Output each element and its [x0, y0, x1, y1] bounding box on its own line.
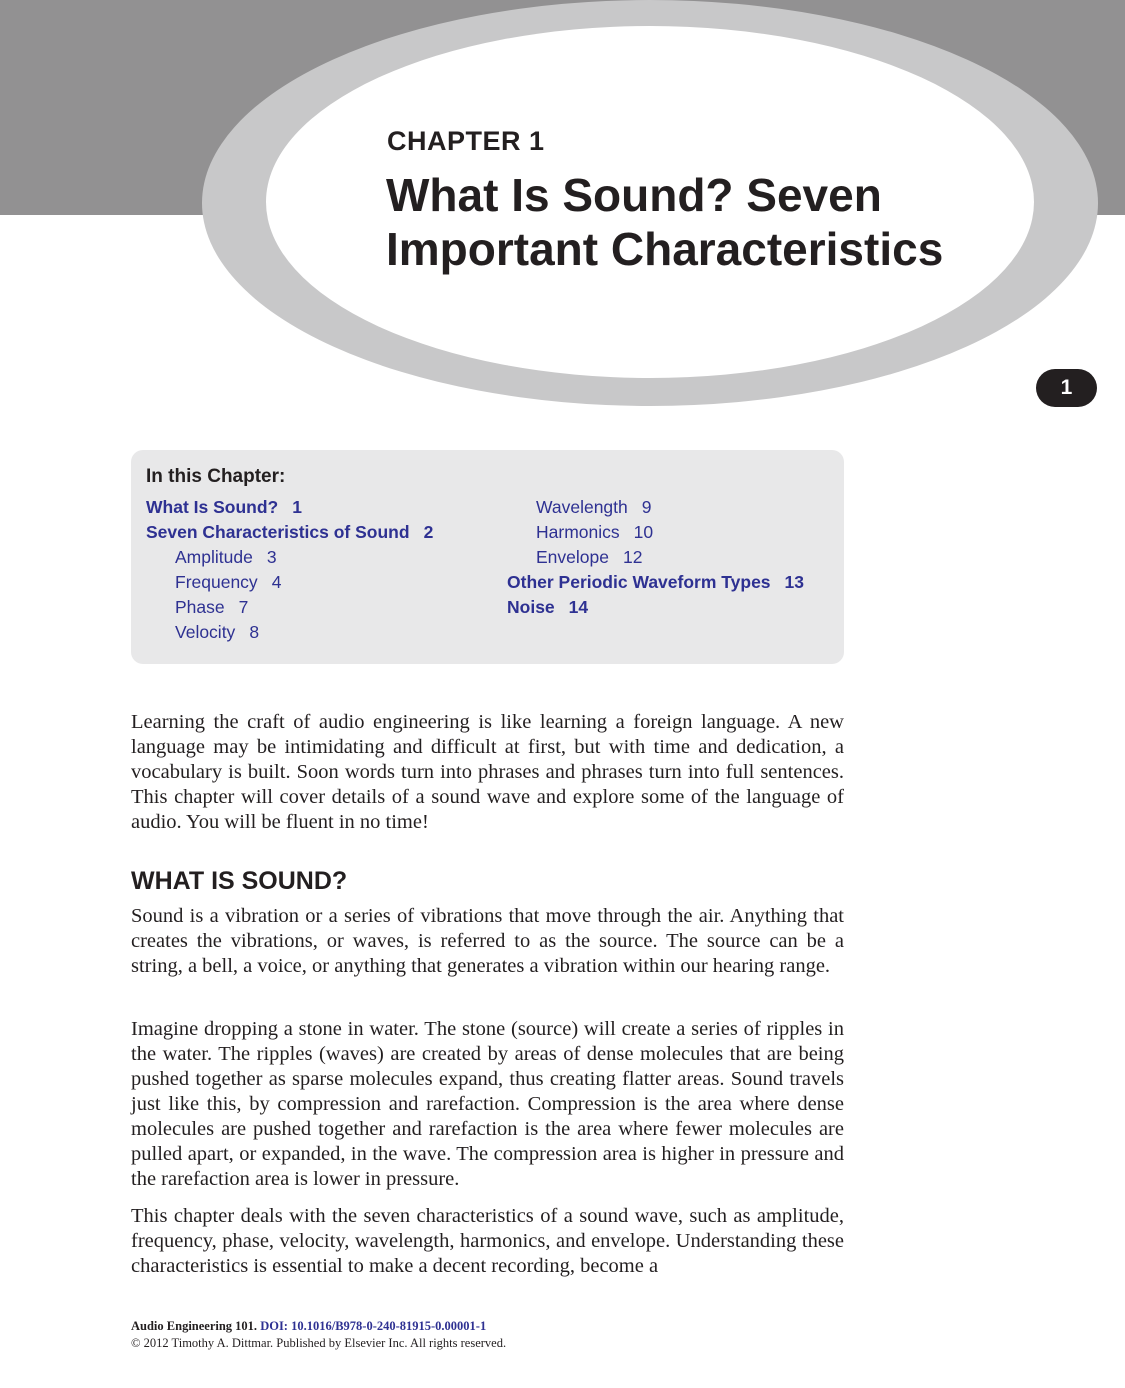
- toc-entry-page: 4: [271, 572, 282, 592]
- toc-entry-page: 8: [249, 622, 260, 642]
- toc-entry-page: 7: [238, 597, 249, 617]
- toc-entry[interactable]: [507, 570, 804, 595]
- contents-column-right: [507, 495, 804, 620]
- toc-entry[interactable]: [146, 595, 433, 620]
- footer-copyright: © 2012 Timothy A. Dittmar. Published by Elsevier Inc. All rights reserved.: [131, 1336, 507, 1350]
- section-heading: WHAT IS SOUND?: [131, 867, 348, 895]
- toc-entry-label: Velocity: [175, 622, 236, 642]
- page-number-badge: 1: [1036, 369, 1097, 407]
- chapter-title: What Is Sound? Seven Important Characteristics: [386, 169, 944, 275]
- toc-entry-label: Noise: [507, 597, 555, 617]
- toc-entry[interactable]: [146, 570, 433, 595]
- toc-entry[interactable]: [507, 520, 804, 545]
- toc-entry-page: 14: [568, 597, 589, 617]
- toc-entry-page: 2: [423, 522, 434, 542]
- toc-entry-page: 3: [266, 547, 277, 567]
- toc-entry-label: Seven Characteristics of Sound: [146, 522, 410, 542]
- toc-entry-label: Harmonics: [536, 522, 620, 542]
- intro-paragraph: Learning the craft of audio engineering is like learning a foreign language. A new language may be intimidating and difficult at first, but with time and dedication, a vocabulary is built. Soon words turn into phrases and phrases turn into full sentences. This chapter will cover details of a sound wave and explore some of the language of audio. You will be fluent in no time!: [131, 711, 844, 833]
- toc-entry-label: Wavelength: [536, 497, 628, 517]
- toc-entry-page: 1: [292, 497, 302, 517]
- toc-entry-page: 10: [633, 522, 654, 542]
- footer-book-title: Audio Engineering 101.: [131, 1319, 258, 1333]
- chapter-label: CHAPTER 1: [387, 126, 545, 156]
- footer-doi-link[interactable]: DOI: 10.1016/B978-0-240-81915-0.00001-1: [260, 1319, 487, 1333]
- footer-citation: [131, 1318, 506, 1335]
- body-paragraph-2: Imagine dropping a stone in water. The stone (source) will create a series of ripples in the water. The ripples (waves) are created by areas of dense molecules that are being pushed together as sparse molecules expand, thus creating flatter areas. Sound travels just like this, by compression and rarefaction. Compression is the area where dense molecules are pushed together and rarefaction is the area where fewer molecules are pulled apart, or expanded, in the wave. The compression area is higher in pressure and the rarefaction area is lower in pressure.: [131, 1018, 844, 1190]
- toc-entry[interactable]: [146, 495, 433, 520]
- contents-heading: In this Chapter:: [146, 466, 286, 487]
- toc-entry[interactable]: [146, 545, 433, 570]
- toc-entry-label: Frequency: [175, 572, 258, 592]
- toc-entry[interactable]: [507, 545, 804, 570]
- body-paragraph-1: Sound is a vibration or a series of vibrations that move through the air. Anything that creates the vibrations, or waves, is referred to as the source. The source can be a string, a bell, a voice, or anything that generates a vibration within our hearing range.: [131, 905, 844, 977]
- toc-entry[interactable]: [507, 495, 804, 520]
- toc-entry-page: 13: [784, 572, 805, 592]
- toc-entry[interactable]: [507, 595, 804, 620]
- toc-entry-page: 9: [641, 497, 652, 517]
- toc-entry-label: What Is Sound?: [146, 497, 279, 517]
- chapter-contents-box: [131, 450, 844, 664]
- toc-entry[interactable]: [146, 520, 433, 545]
- toc-entry[interactable]: [146, 620, 433, 645]
- toc-entry-label: Amplitude: [175, 547, 253, 567]
- page-footer: [131, 1318, 506, 1352]
- contents-column-left: [146, 495, 433, 645]
- body-paragraph-3: This chapter deals with the seven characteristics of a sound wave, such as amplitude, frequency, phase, velocity, wavelength, harmonics, and envelope. Understanding these characteristics is essential to make a decent recording, become a: [131, 1205, 844, 1277]
- toc-entry-page: 12: [622, 547, 643, 567]
- toc-entry-label: Phase: [175, 597, 225, 617]
- toc-entry-label: Envelope: [536, 547, 609, 567]
- toc-entry-label: Other Periodic Waveform Types: [507, 572, 771, 592]
